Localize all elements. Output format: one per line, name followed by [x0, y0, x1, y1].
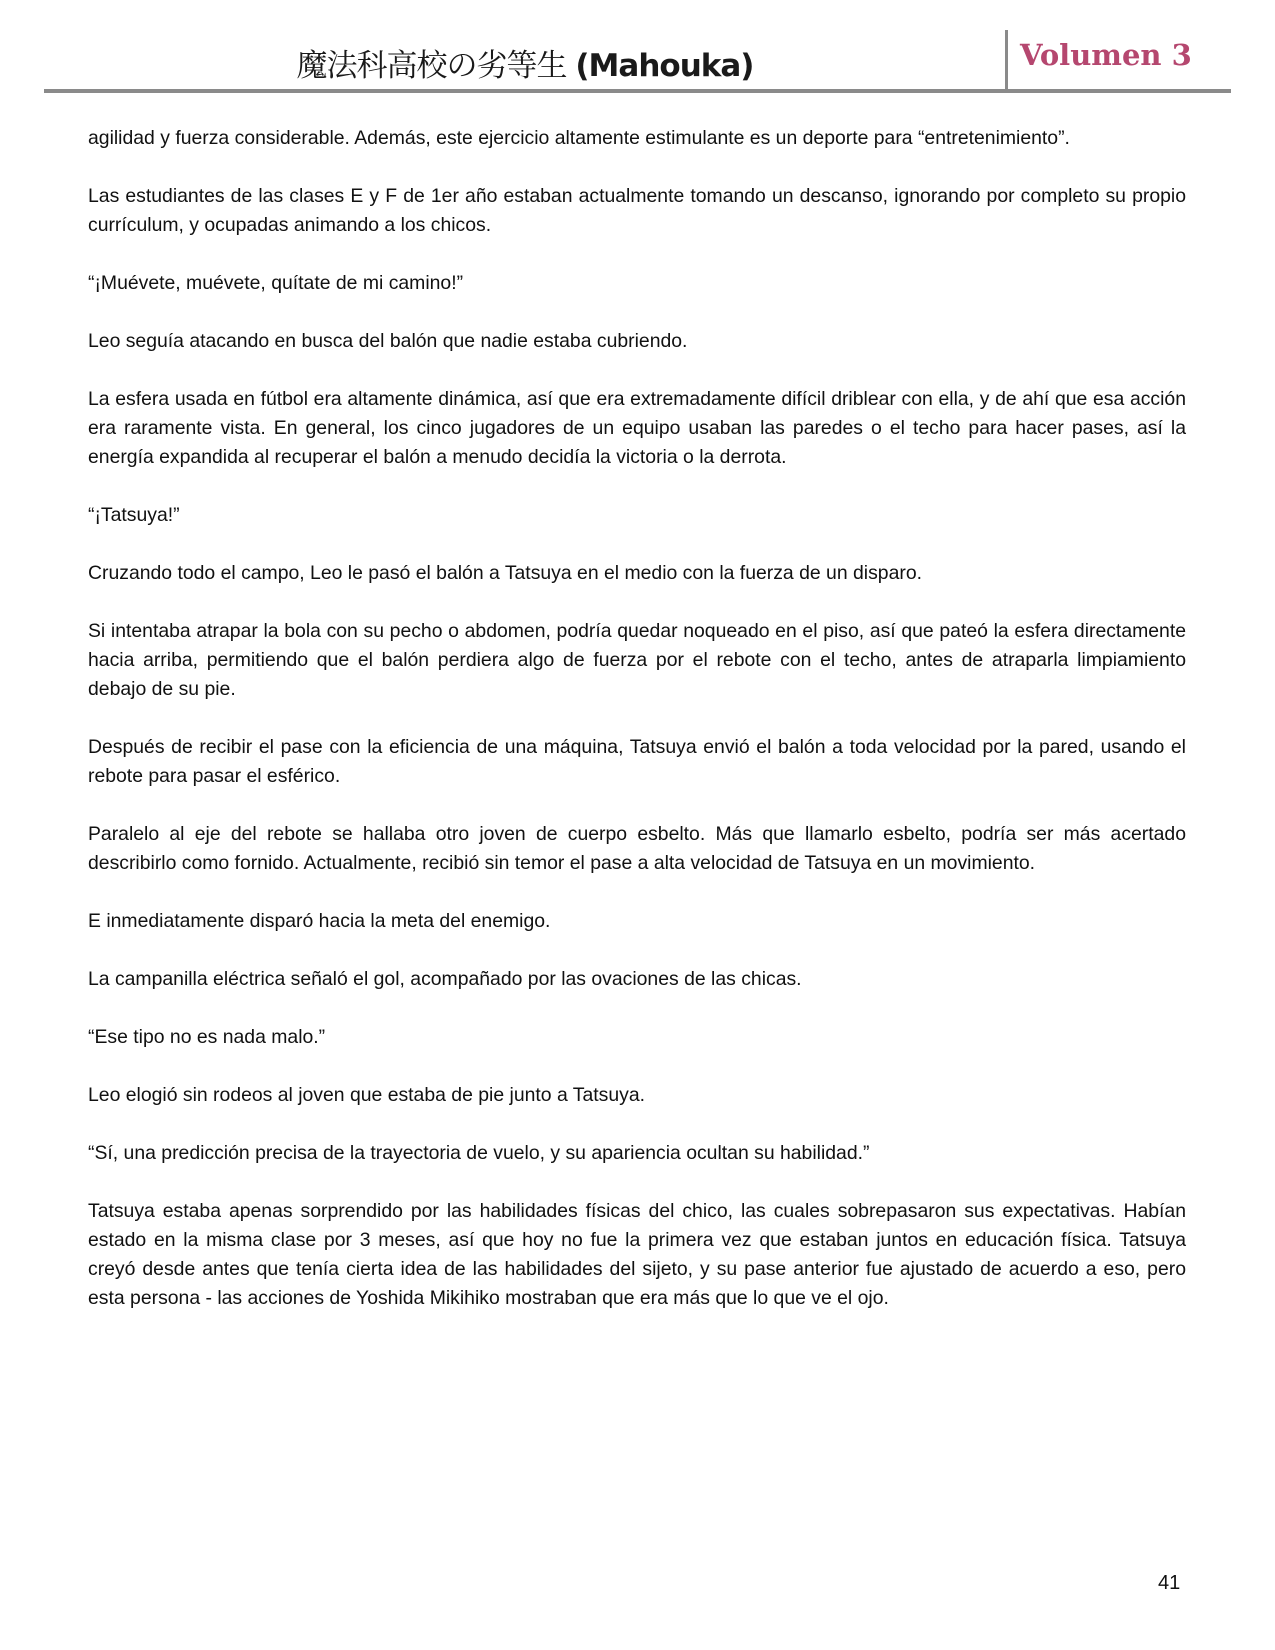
paragraph: agilidad y fuerza considerable. Además, este ejercicio altamente estimulante es un deporte para “entretenimiento”.: [88, 127, 1070, 149]
header-vertical-divider: [1005, 30, 1008, 92]
paragraph: E inmediatamente disparó hacia la meta del enemigo.: [88, 910, 551, 932]
paragraph: Las estudiantes de las clases E y F de 1er año estaban actualmente tomando un descanso, ignorando por completo su propio currículum, y ocupadas animando a los chicos.: [88, 185, 1186, 236]
paragraph: Leo elogió sin rodeos al joven que estaba de pie junto a Tatsuya.: [88, 1084, 645, 1106]
paragraph: Cruzando todo el campo, Leo le pasó el balón a Tatsuya en el medio con la fuerza de un disparo.: [88, 562, 922, 584]
paragraph: La esfera usada en fútbol era altamente dinámica, así que era extremadamente difícil driblear con ella, y de ahí que esa acción era raramente vista. En general, los cinco jugadores de un equipo usaban las paredes o el techo para hacer pases, así la energía expandida al recuperar el balón a menudo decidía la victoria o la derrota.: [88, 388, 1186, 468]
book-title-latin: (Mahouka): [575, 48, 754, 84]
header-horizontal-rule: [44, 89, 1231, 93]
paragraph: “Sí, una predicción precisa de la trayectoria de vuelo, y su apariencia ocultan su habilidad.”: [88, 1142, 870, 1164]
paragraph: Leo seguía atacando en busca del balón que nadie estaba cubriendo.: [88, 330, 688, 352]
page-body: [88, 124, 1186, 1342]
paragraph: “¡Muévete, muévete, quítate de mi camino!”: [88, 272, 464, 294]
volume-label: Volumen 3: [1020, 38, 1192, 72]
paragraph: Paralelo al eje del rebote se hallaba otro joven de cuerpo esbelto. Más que llamarlo esbelto, podría ser más acertado describirlo como fornido. Actualmente, recibió sin temor el pase a alta velocidad de Tatsuya en un movimiento.: [88, 823, 1186, 874]
page-header: [0, 0, 1275, 100]
paragraph: Si intentaba atrapar la bola con su pecho o abdomen, podría quedar noqueado en el piso, así que pateó la esfera directamente hacia arriba, permitiendo que el balón perdiera algo de fuerza por el rebote con el techo, antes de atraparla limpiamiento debajo de su pie.: [88, 620, 1186, 700]
paragraph: “¡Tatsuya!”: [88, 504, 180, 526]
book-title: [200, 40, 850, 85]
paragraph: La campanilla eléctrica señaló el gol, acompañado por las ovaciones de las chicas.: [88, 968, 802, 990]
paragraph: Tatsuya estaba apenas sorprendido por las habilidades físicas del chico, las cuales sobrepasaron sus expectativas. Habían estado en la misma clase por 3 meses, así que hoy no fue la primera vez que estaban juntos en educación física. Tatsuya creyó desde antes que tenía cierta idea de las habilidades del sijeto, y su pase anterior fue ajustado de acuerdo a eso, pero esta persona - las acciones de Yoshida Mikihiko mostraban que era más que lo que ve el ojo.: [88, 1200, 1186, 1309]
paragraph: “Ese tipo no es nada malo.”: [88, 1026, 326, 1048]
book-title-japanese: 魔法科高校の劣等生: [296, 48, 567, 84]
page-number: 41: [1158, 1572, 1181, 1594]
paragraph: Después de recibir el pase con la eficiencia de una máquina, Tatsuya envió el balón a toda velocidad por la pared, usando el rebote para pasar el esférico.: [88, 736, 1186, 787]
